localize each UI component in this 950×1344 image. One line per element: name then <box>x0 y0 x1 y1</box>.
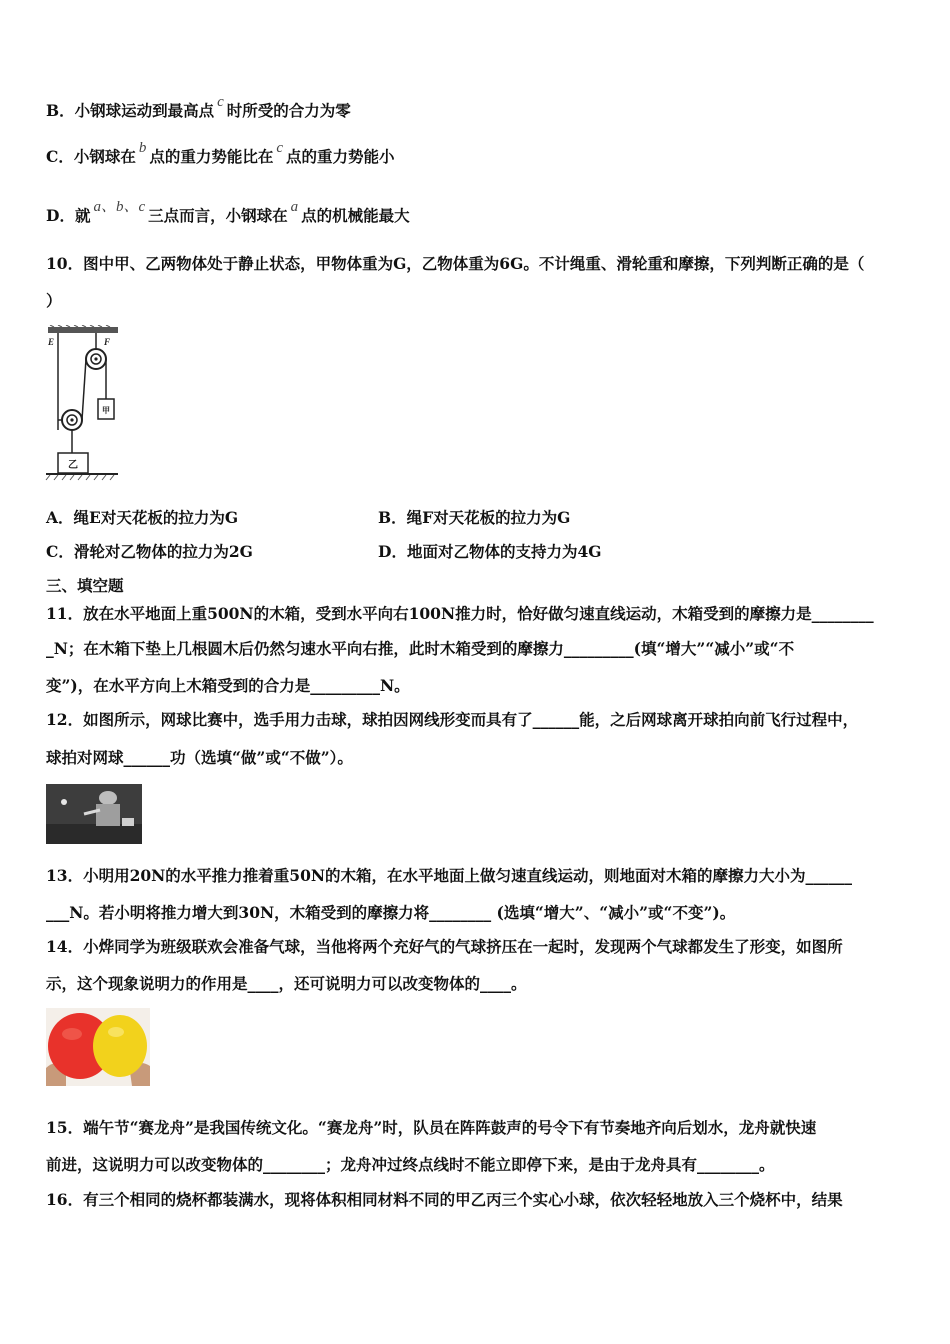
label-jia: 甲 <box>102 406 110 415</box>
q16-line1: 16．有三个相同的烧杯都装满水，现将体积相同材料不同的甲乙丙三个实心小球，依次轻轻地放入三个烧杯中，结果 <box>46 1190 843 1209</box>
q12-line1: 12．如图所示，网球比赛中，选手用力击球，球拍因网线形变而具有了______能，之后网球离开球拍向前飞行过程中， <box>46 710 859 729</box>
q14-line2: 示，这个现象说明力的作用是____，还可说明力可以改变物体的____。 <box>46 974 527 993</box>
label-yi: 乙 <box>68 460 78 471</box>
q9-option-d: D．就 a、b、c 三点而言，小钢球在 a 点的机械能最大 <box>46 199 410 225</box>
q14-line1: 14．小烨同学为班级联欢会准备气球，当他将两个充好气的气球挤压在一起时，发现两个气球都发生了形变，如图所 <box>46 937 843 956</box>
pulley-figure <box>44 325 120 481</box>
q13-line1: 13．小明用20N的水平推力推着重50N的木箱，在水平地面上做匀速直线运动，则地面对木箱的摩擦力大小为______ <box>46 866 853 885</box>
q13-line2: ___N。若小明将推力增大到30N，木箱受到的摩擦力将________ (选填“增大”、“减小”或“不变”)。 <box>46 903 736 922</box>
label-e: E <box>48 337 55 347</box>
tennis-ball <box>61 799 67 805</box>
q12-line2: 球拍对网球______功（选填“做”或“不做”）。 <box>46 748 353 767</box>
q11-line2: _N；在木箱下垫上几根圆木后仍然匀速水平向右推，此时木箱受到的摩擦力_________(填“增大”“减小”或“不 <box>46 639 795 658</box>
q10-option-b: B．绳F对天花板的拉力为G <box>378 508 571 527</box>
q10-option-a: A．绳E对天花板的拉力为G <box>46 508 239 527</box>
q10-stem-line1: 10．图中甲、乙两物体处于静止状态，甲物体重为G，乙物体重为6G。不计绳重、滑轮重和摩擦，下列判断正确的是（ <box>46 254 865 273</box>
q9-option-b: B．小钢球运动到最高点 c 时所受的合力为零 <box>46 94 351 120</box>
q10-option-d: D．地面对乙物体的支持力为4G <box>378 542 602 561</box>
balloons-photo <box>46 1008 150 1086</box>
q9-option-c: C．小钢球在 b 点的重力势能比在 c 点的重力势能小 <box>46 140 395 166</box>
ceiling <box>48 327 118 333</box>
q15-line2: 前进，这说明力可以改变物体的________；龙舟冲过终点线时不能立即停下来，是由于龙舟具有________。 <box>46 1155 775 1174</box>
yellow-balloon <box>93 1015 147 1077</box>
q11-line1: 11．放在水平地面上重500N的木箱，受到水平向右100N推力时，恰好做匀速直线运动，木箱受到的摩擦力是________ <box>46 604 874 623</box>
q10-option-c: C．滑轮对乙物体的拉力为2G <box>46 542 253 561</box>
label-f: F <box>104 337 111 347</box>
q15-line1: 15．端午节“赛龙舟”是我国传统文化。“赛龙舟”时，队员在阵阵鼓声的号令下有节奏地齐向后划水，龙舟就快速 <box>46 1118 817 1137</box>
tennis-photo <box>46 784 142 844</box>
q11-line3: 变”)，在水平方向上木箱受到的合力是_________N。 <box>46 676 410 695</box>
section-title: 三、填空题 <box>46 576 124 595</box>
q10-stem-line2: ） <box>46 291 62 310</box>
